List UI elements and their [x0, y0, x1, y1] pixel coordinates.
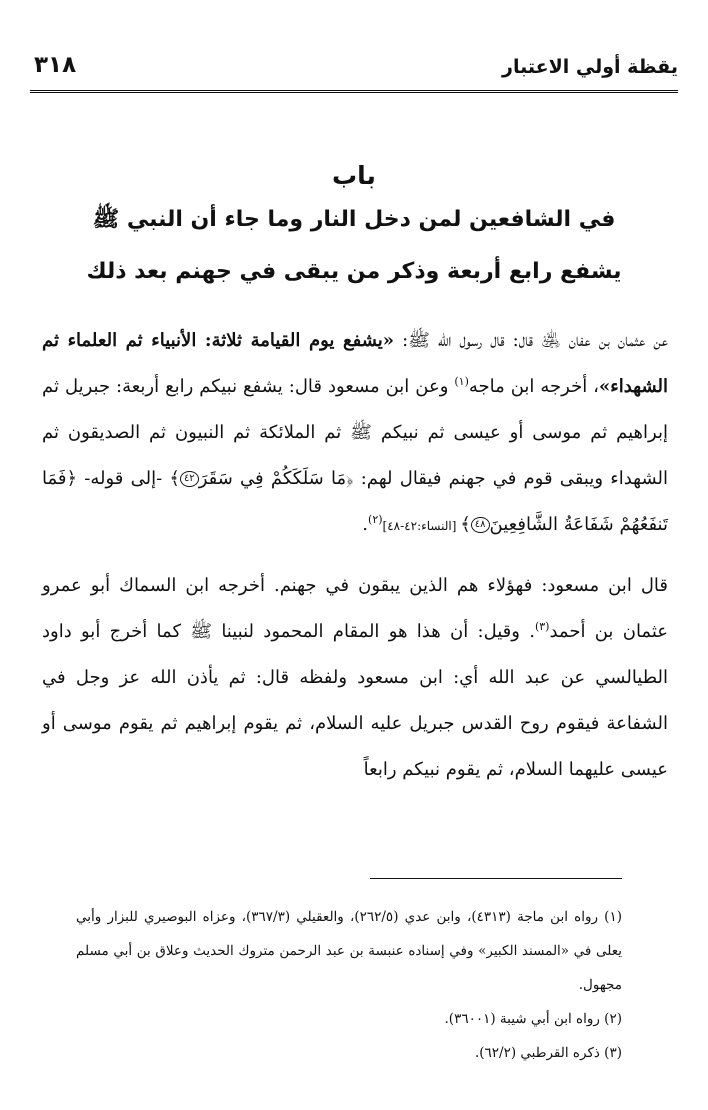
p1-intro: عن عثمان بن عفان ﵁ قال: قال رسول الله ﷺ: — [394, 330, 668, 351]
quran-verse-1: ﴿مَا سَلَكَكُمْ فِي سَقَرَ — [198, 468, 354, 489]
p1-connector: -إلى قوله- — [77, 468, 170, 489]
header-rule — [30, 90, 678, 93]
ayah-number-icon: ٤٨ — [471, 517, 490, 533]
footnote-1: (١) رواه ابن ماجة (٤٣١٣)، وابن عدي (٢٦٢/٥)، والعقيلي (٣٦٧/٣)، وعزاه البوصيري للبزار وأبي يعلى في «المسند الكبير» وفي إسناده عنبسة بن عبد الرحمن متروك الحديث وعلاق بن أبي مسلم مجهول. — [76, 909, 622, 993]
footnotes — [76, 900, 622, 1070]
quran-verse-1-close: ﴾ — [169, 468, 180, 489]
footnote-ref-2[interactable]: (٢) — [368, 513, 383, 526]
chapter-heading — [30, 158, 678, 298]
surah-reference: [النساء:٤٢-٤٨] — [382, 519, 461, 533]
book-title: يقظة أولي الاعتبار — [502, 56, 678, 78]
footnote-separator — [370, 878, 622, 879]
p1-narration: وعن ابن مسعود قال: يشفع نبيكم رابع أربعة: جبريل ثم إبراهيم ثم موسى أو عيسى ثم نبيكم ﷺ ثم الملائكة ثم النبيون ثم الصديقون ثم الشهداء ويبقى قوم في جهنم فيقال لهم: — [42, 376, 668, 489]
chapter-label: باب — [332, 161, 376, 190]
footnote-ref-3[interactable]: (٣) — [534, 620, 550, 633]
running-header — [30, 52, 678, 92]
quran-verse-2-close: ﴾ — [460, 514, 471, 535]
hadith-quote: «يشفع يوم القيامة ثلاثة: الأنبياء ثم العلماء ثم الشهداء» — [42, 330, 668, 397]
p1-source: ، أخرجه ابن ماجه — [468, 376, 599, 397]
ayah-number-icon: ٤٢ — [180, 471, 199, 487]
page-number: ٣١٨ — [34, 52, 77, 78]
p1-end: . — [362, 514, 369, 535]
footnote-3: (٣) ذكره القرطبي (٦٢/٢). — [474, 1045, 622, 1061]
paragraph-1 — [42, 318, 668, 549]
footnote-2: (٢) رواه ابن أبي شيبة (٣٦٠٠١). — [444, 1011, 622, 1027]
quran-verse-2: ﴿فَمَا تَنفَعُهُمْ شَفَاعَةُ الشَّافِعِينَ — [42, 468, 668, 535]
p2-rest: . وقيل: أن هذا هو المقام المحمود لنبينا ﷺ كما أخرج أبو داود الطيالسي عن عبد الله أي: ابن مسعود ولفظه قال: ثم يأذن الله عز وجل في الشفاعة فيقوم روح القدس جبريل عليه السلام، ثم يقوم إبراهيم ثم يقوم موسى أو عيسى عليهما السلام، ثم يقوم نبيكم رابعاً — [42, 621, 668, 780]
body-text — [42, 318, 668, 793]
paragraph-2 — [42, 563, 668, 793]
chapter-title-line-1: في الشافعين لمن دخل النار وما جاء أن النبي ﷺ — [92, 207, 616, 232]
p2-start: قال ابن مسعود: فهؤلاء هم الذين يبقون في جهنم. أخرجه ابن السماك أبو عمرو عثمان بن أحمد — [42, 575, 669, 642]
chapter-title-line-2: يشفع رابع أربعة وذكر من يبقى في جهنم بعد ذلك — [86, 259, 622, 284]
footnote-ref-1[interactable]: (١) — [454, 375, 469, 388]
